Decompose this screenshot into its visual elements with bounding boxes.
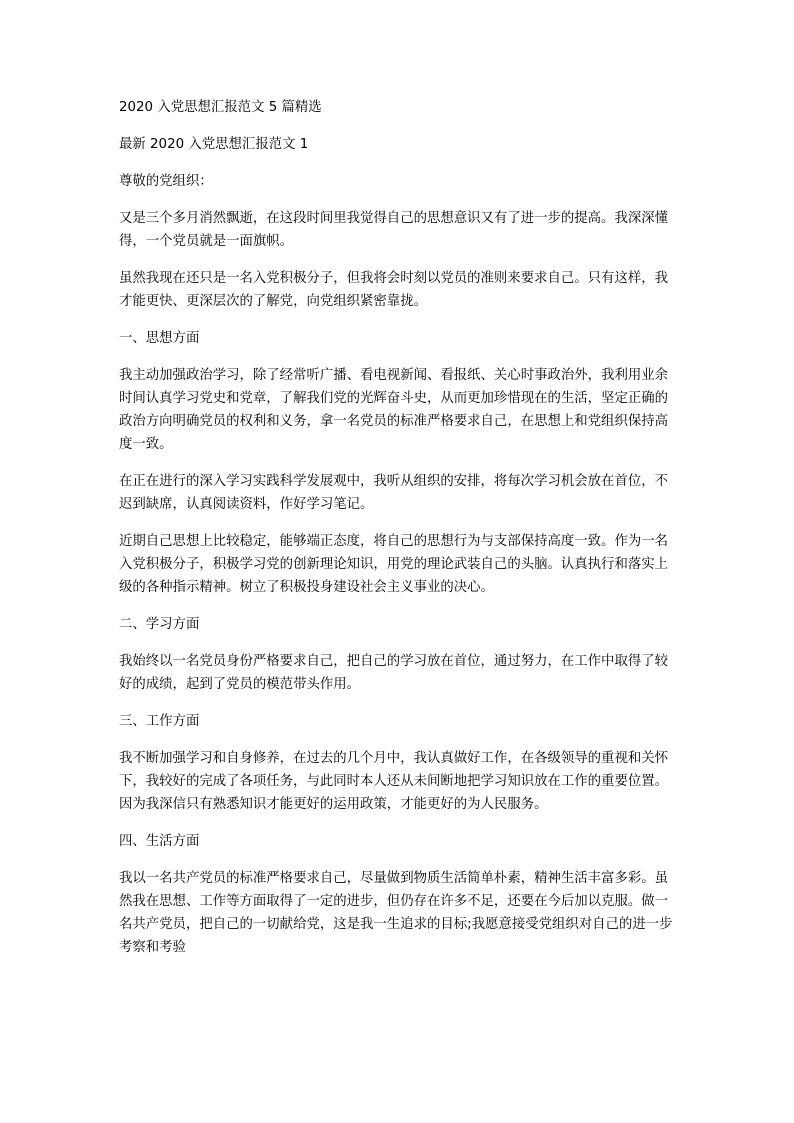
section-heading-work: 三、工作方面 xyxy=(119,714,200,729)
section-heading-study: 二、学习方面 xyxy=(119,617,200,632)
paragraph: 在正在进行的深入学习实践科学发展观中，我听从组织的安排，将每次学习机会放在首位，不迟到缺席，认真阅读资料，作好学习笔记。 xyxy=(119,474,669,512)
paragraph: 虽然我现在还只是一名入党积极分子，但我将会时刻以党员的准则来要求自己。只有这样，我才能更快、更深层次的了解党，向党组织紧密靠拢。 xyxy=(119,271,669,309)
paragraph: 又是三个多月消然飘逝，在这段时间里我觉得自己的思想意识又有了进一步的提高。我深深懂得，一个党员就是一面旗帜。 xyxy=(119,211,669,249)
paragraph: 我以一名共产党员的标准严格要求自己，尽量做到物质生活简单朴素，精神生活丰富多彩。虽然我在思想、工作等方面取得了一定的进步，但仍存在许多不足，还要在今后加以克服。做一名共产党员，把自己的一切献给党，这是我一生追求的目标;我愿意接受党组织对自己的进一步考察和考验 xyxy=(119,871,673,955)
document-title: 2020 入党思想汇报范文 5 篇精选 xyxy=(119,100,322,115)
paragraph: 近期自己思想上比较稳定，能够端正态度，将自己的思想行为与支部保持高度一致。作为一名入党积极分子，积极学习党的创新理论知识，用党的理论武装自己的头脑。认真执行和落实上级的各种指示精神。树立了积极投身建设社会主义事业的决心。 xyxy=(119,534,669,595)
document-subtitle: 最新 2020 入党思想汇报范文 1 xyxy=(119,137,309,152)
salutation: 尊敬的党组织： xyxy=(119,174,213,189)
paragraph: 我主动加强政治学习，除了经常听广播、看电视新闻、看报纸、关心时事政治外，我利用业余时间认真学习党史和党章，了解我们党的光辉奋斗史，从而更加珍惜现在的生活，坚定正确的政治方向明确党员的权利和义务，拿一名党员的标准严格要求自己，在思想上和党组织保持高度一致。 xyxy=(119,368,669,452)
section-heading-life: 四、生活方面 xyxy=(119,834,200,849)
document-body xyxy=(119,96,679,973)
paragraph: 我始终以一名党员身份严格要求自己，把自己的学习放在首位，通过努力，在工作中取得了较好的成绩，起到了党员的模范带头作用。 xyxy=(119,654,669,692)
paragraph: 我不断加强学习和自身修养，在过去的几个月中，我认真做好工作，在各级领导的重视和关怀下，我较好的完成了各项任务，与此同时本人还从未间断地把学习知识放在工作的重要位置。因为我深信只有熟悉知识才能更好的运用政策，才能更好的为人民服务。 xyxy=(119,751,669,812)
section-heading-thought: 一、思想方面 xyxy=(119,331,200,346)
